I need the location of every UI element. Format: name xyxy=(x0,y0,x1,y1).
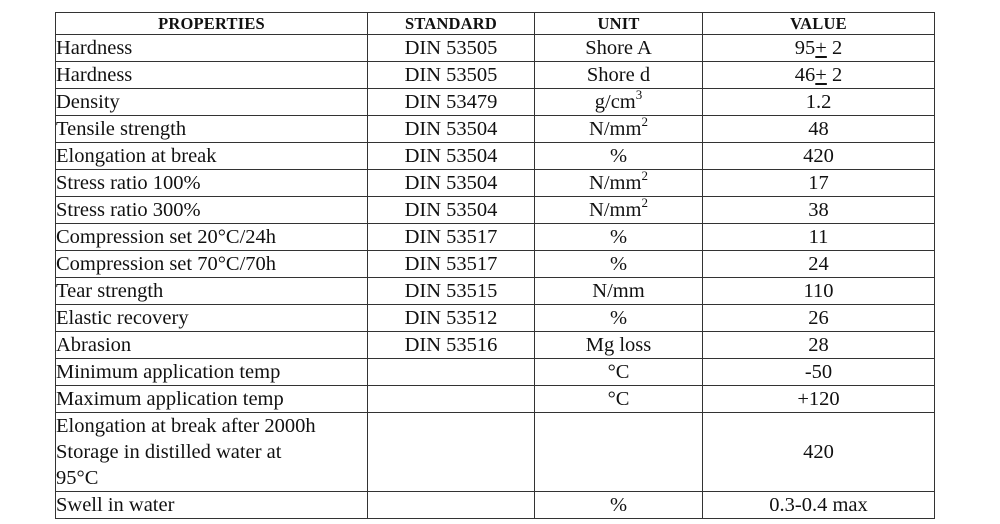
unit-cell xyxy=(535,197,703,224)
value-cell: +120 xyxy=(703,386,935,413)
property-cell: Minimum application temp xyxy=(56,359,368,386)
table-row xyxy=(56,413,935,492)
table-row xyxy=(56,224,935,251)
unit-cell: Mg loss xyxy=(535,332,703,359)
property-line: Storage in distilled water at xyxy=(56,441,282,463)
unit-text: N/mm xyxy=(589,199,642,221)
unit-cell: % xyxy=(535,143,703,170)
property-line: Elongation at break after 2000h xyxy=(56,415,316,437)
unit-cell: % xyxy=(535,224,703,251)
property-cell: Hardness xyxy=(56,35,368,62)
standard-cell xyxy=(368,359,535,386)
unit-exponent: 2 xyxy=(641,169,648,183)
standard-cell: DIN 53516 xyxy=(368,332,535,359)
table-row xyxy=(56,359,935,386)
property-cell: Hardness xyxy=(56,62,368,89)
table-row xyxy=(56,386,935,413)
value-cell: 24 xyxy=(703,251,935,278)
unit-cell: % xyxy=(535,305,703,332)
standard-cell: DIN 53515 xyxy=(368,278,535,305)
unit-cell: N/mm xyxy=(535,278,703,305)
standard-cell: DIN 53479 xyxy=(368,89,535,116)
unit-cell xyxy=(535,413,703,492)
table-row xyxy=(56,197,935,224)
standard-cell: DIN 53504 xyxy=(368,143,535,170)
table-row xyxy=(56,143,935,170)
property-cell: Density xyxy=(56,89,368,116)
value-cell: 26 xyxy=(703,305,935,332)
value-cell: 1.2 xyxy=(703,89,935,116)
unit-cell: °C xyxy=(535,386,703,413)
value-cell xyxy=(703,35,935,62)
standard-cell xyxy=(368,413,535,492)
header-properties: PROPERTIES xyxy=(56,13,368,35)
unit-cell: % xyxy=(535,492,703,519)
property-cell: Swell in water xyxy=(56,492,368,519)
table-row xyxy=(56,35,935,62)
property-cell: Tear strength xyxy=(56,278,368,305)
value-cell: 0.3-0.4 max xyxy=(703,492,935,519)
value-cell: 420 xyxy=(703,413,935,492)
table-row xyxy=(56,251,935,278)
property-cell: Stress ratio 300% xyxy=(56,197,368,224)
header-standard: STANDARD xyxy=(368,13,535,35)
unit-cell xyxy=(535,89,703,116)
standard-cell xyxy=(368,386,535,413)
unit-text: N/mm xyxy=(589,118,642,140)
table-row xyxy=(56,116,935,143)
standard-cell xyxy=(368,492,535,519)
header-value: VALUE xyxy=(703,13,935,35)
table-row xyxy=(56,89,935,116)
plus-minus-sign: + xyxy=(815,64,827,86)
table-row xyxy=(56,332,935,359)
standard-cell: DIN 53505 xyxy=(368,35,535,62)
value-cell: 110 xyxy=(703,278,935,305)
unit-exponent: 3 xyxy=(635,88,643,102)
value-cell: 48 xyxy=(703,116,935,143)
table-row xyxy=(56,278,935,305)
table-row xyxy=(56,170,935,197)
properties-table xyxy=(55,12,935,519)
standard-cell: DIN 53517 xyxy=(368,251,535,278)
value-cell: 17 xyxy=(703,170,935,197)
unit-text: N/mm xyxy=(589,172,642,194)
standard-cell: DIN 53504 xyxy=(368,116,535,143)
value-cell xyxy=(703,62,935,89)
header-unit: UNIT xyxy=(535,13,703,35)
value-number: 46 xyxy=(794,64,816,86)
table-row xyxy=(56,305,935,332)
property-cell xyxy=(56,413,368,492)
property-cell: Maximum application temp xyxy=(56,386,368,413)
unit-cell: % xyxy=(535,251,703,278)
standard-cell: DIN 53512 xyxy=(368,305,535,332)
property-cell: Stress ratio 100% xyxy=(56,170,368,197)
value-cell: 420 xyxy=(703,143,935,170)
standard-cell: DIN 53517 xyxy=(368,224,535,251)
value-tolerance: 2 xyxy=(826,37,843,59)
table-row xyxy=(56,62,935,89)
property-cell: Compression set 20°C/24h xyxy=(56,224,368,251)
standard-cell: DIN 53505 xyxy=(368,62,535,89)
header-row xyxy=(56,13,935,35)
plus-minus-sign: + xyxy=(815,37,827,59)
unit-exponent: 2 xyxy=(641,196,648,210)
property-cell: Abrasion xyxy=(56,332,368,359)
unit-cell: °C xyxy=(535,359,703,386)
unit-exponent: 2 xyxy=(641,115,648,129)
standard-cell: DIN 53504 xyxy=(368,170,535,197)
value-number: 95 xyxy=(794,37,816,59)
property-cell: Compression set 70°C/70h xyxy=(56,251,368,278)
value-cell: 38 xyxy=(703,197,935,224)
unit-cell xyxy=(535,170,703,197)
value-cell: 28 xyxy=(703,332,935,359)
unit-text: g/cm xyxy=(594,91,636,113)
unit-cell: Shore A xyxy=(535,35,703,62)
value-cell: -50 xyxy=(703,359,935,386)
table-row xyxy=(56,492,935,519)
value-cell: 11 xyxy=(703,224,935,251)
value-tolerance: 2 xyxy=(826,64,843,86)
property-cell: Elastic recovery xyxy=(56,305,368,332)
property-cell: Elongation at break xyxy=(56,143,368,170)
unit-cell xyxy=(535,116,703,143)
unit-cell: Shore d xyxy=(535,62,703,89)
standard-cell: DIN 53504 xyxy=(368,197,535,224)
property-line: 95°C xyxy=(56,467,99,489)
property-cell: Tensile strength xyxy=(56,116,368,143)
